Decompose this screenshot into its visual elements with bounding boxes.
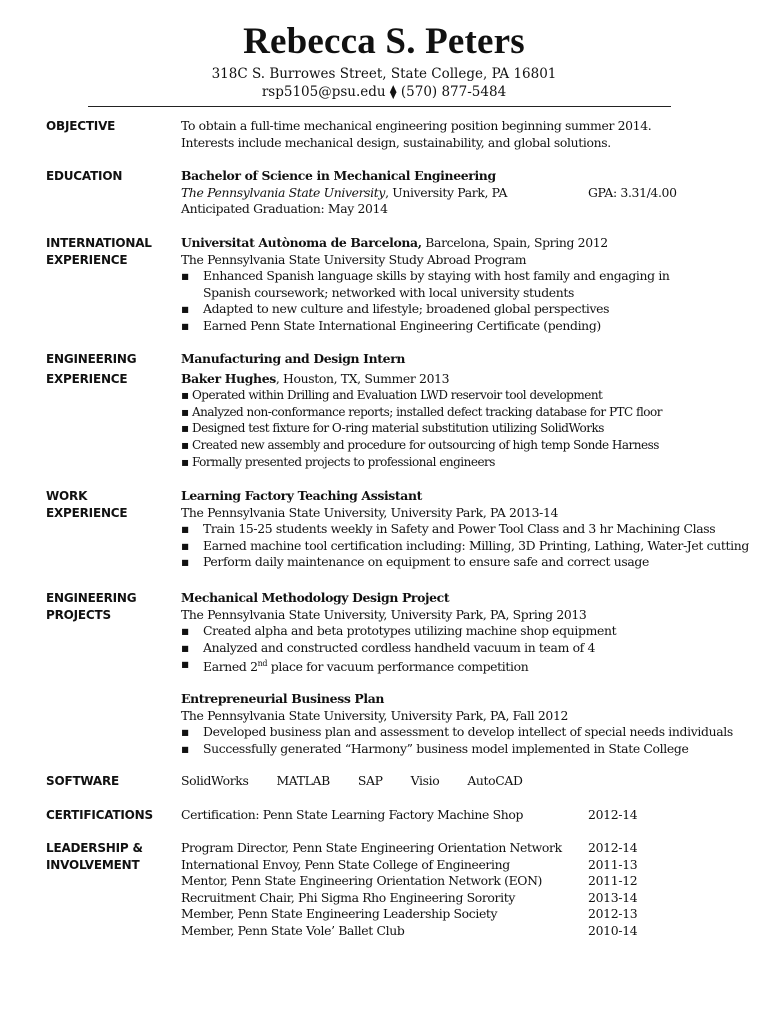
international-body: [181, 235, 731, 335]
section-title-line: ENGINEERING: [46, 352, 137, 366]
section-title-objective: OBJECTIVE: [46, 119, 116, 133]
bullet-list: [181, 623, 731, 676]
resume-name: Rebecca S. Peters: [243, 21, 525, 62]
header-divider: [88, 106, 671, 107]
leadership-date: 2013-14: [588, 889, 638, 905]
leadership-item: Member, Penn State Vole’ Ballet Club: [181, 922, 405, 938]
leadership-item: Program Director, Penn State Engineering Orientation Network: [181, 840, 562, 855]
bullet-icon: ▪: [181, 554, 190, 570]
leadership-dates: [588, 840, 637, 940]
place: The Pennsylvania State University, University Park, PA 2013-14: [181, 504, 559, 520]
software-item: Visio: [410, 773, 440, 788]
leadership-date: 2010-14: [588, 922, 638, 938]
section-title-education: EDUCATION: [46, 169, 123, 183]
project-title: Entrepreneurial Business Plan: [181, 691, 385, 707]
bullet-icon: ▪: [181, 740, 190, 756]
section-title-software: SOFTWARE: [46, 774, 120, 788]
leadership-date: 2012-13: [588, 906, 638, 922]
project-place: The Pennsylvania State University, University Park, PA, Spring 2013: [181, 606, 587, 622]
project-place: The Pennsylvania State University, University Park, PA, Fall 2012: [181, 707, 569, 723]
bullet-icon: ▪: [181, 268, 190, 284]
program: The Pennsylvania State University Study Abroad Program: [181, 251, 527, 267]
degree: Bachelor of Science in Mechanical Engineering: [181, 168, 496, 183]
section-title-line: EXPERIENCE: [46, 372, 128, 386]
section-title-line: LEADERSHIP &: [46, 841, 143, 855]
role: Learning Factory Teaching Assistant: [181, 488, 423, 503]
address: 318C S. Burrowes Street, State College, PA 16801: [211, 66, 557, 82]
bullet-list: [181, 387, 731, 470]
phone: (570) 877-5484: [400, 84, 507, 100]
email[interactable]: rsp5105@psu.edu: [261, 84, 386, 100]
section-title-line: WORK: [46, 489, 88, 503]
list-item: ▪ Adapted to new culture and lifestyle; broadened global perspectives: [181, 301, 610, 317]
leadership-list: [181, 840, 731, 940]
graduation: Anticipated Graduation: May 2014: [181, 201, 388, 217]
gpa: GPA: 3.31/4.00: [588, 184, 677, 200]
list-item: ▪ Developed business plan and assessment to develop intellect of special needs individuals: [181, 724, 733, 740]
section-title-certifications: CERTIFICATIONS: [46, 808, 153, 822]
bullet-icon: ▪: [181, 537, 190, 553]
leadership-item: International Envoy, Penn State College of Engineering: [181, 856, 510, 872]
certification-text: Certification: Penn State Learning Factory Machine Shop: [181, 807, 524, 822]
section-title-engineering-projects: [46, 590, 186, 624]
list-item: ▪ Train 15-25 students weekly in Safety and Power Tool Class and 3 hr Machining Class: [181, 521, 716, 537]
diamond-separator-icon: ⧫: [389, 84, 397, 100]
leadership-item: Mentor, Penn State Engineering Orientation Network (EON): [181, 873, 543, 889]
role: Manufacturing and Design Intern: [181, 351, 406, 366]
work-body: [181, 488, 749, 571]
list-item: ▪ Perform daily maintenance on equipment to ensure safe and correct usage: [181, 554, 649, 570]
leadership-date: 2012-14: [588, 840, 638, 855]
bullet-icon: ▪: [181, 404, 189, 419]
software-list: [181, 773, 731, 790]
list-item: ▪ Formally presented projects to professional engineers: [181, 454, 495, 469]
section-title-leadership: [46, 840, 186, 874]
section-title-line: EXPERIENCE: [46, 253, 128, 267]
objective-line: To obtain a full-time mechanical engineering position beginning summer 2014.: [181, 118, 652, 133]
org-detail: Barcelona, Spain, Spring 2012: [421, 235, 608, 250]
list-item: ▪ Operated within Drilling and Evaluation LWD reservoir tool development: [181, 388, 603, 403]
bullet-list: [181, 724, 731, 757]
bullet-icon: ▪: [181, 421, 189, 436]
projects-body: [181, 590, 731, 757]
list-item: ▪ Analyzed non-conformance reports; installed defect tracking database for PTC floor: [181, 404, 662, 419]
section-title-engineering-experience: [46, 351, 186, 388]
school-name: The Pennsylvania State University: [181, 184, 386, 200]
project-title: Mechanical Methodology Design Project: [181, 590, 450, 605]
bullet-icon: ▪: [181, 656, 190, 672]
list-item-continuation: Spanish coursework; networked with local university students: [203, 284, 575, 300]
section-title-line: ENGINEERING: [46, 591, 137, 605]
leadership-date: 2011-12: [588, 873, 638, 889]
list-item: ▪ Earned machine tool certification including: Milling, 3D Printing, Lathing, Water-Jet cutting: [181, 537, 749, 553]
objective-body: [181, 118, 731, 151]
bullet-list: [181, 521, 749, 571]
section-title-line: EXPERIENCE: [46, 506, 128, 520]
bullet-icon: ▪: [181, 521, 190, 537]
section-title-international: [46, 235, 186, 269]
list-item: ▪ Designed test fixture for O-ring material substitution utilizing SolidWorks: [181, 421, 604, 436]
software-item: SAP: [357, 773, 383, 788]
education-body: [181, 168, 731, 218]
leadership-date: 2011-13: [588, 856, 638, 872]
certification-date: 2012-14: [588, 807, 638, 822]
bullet-list: [181, 268, 731, 334]
section-title-line: INTERNATIONAL: [46, 236, 152, 250]
bullet-icon: ▪: [181, 301, 190, 317]
list-item: ▪ Created new assembly and procedure for outsourcing of high temp Sonde Harness: [181, 437, 659, 452]
engineering-exp-body: [181, 351, 731, 470]
section-title-work-experience: [46, 488, 186, 522]
software-item: SolidWorks: [181, 773, 249, 788]
list-item: ▪ Earned 2nd place for vacuum performance competition: [181, 656, 529, 675]
software-item: AutoCAD: [467, 773, 523, 788]
bullet-icon: ▪: [181, 437, 189, 452]
bullet-icon: ▪: [181, 454, 189, 469]
bullet-icon: ▪: [181, 388, 189, 403]
bullet-icon: ▪: [181, 724, 190, 740]
school-location: , University Park, PA: [385, 184, 508, 200]
list-item: ▪ Enhanced Spanish language skills by staying with host family and engaging in: [181, 268, 670, 284]
company: Baker Hughes: [181, 370, 276, 386]
list-item: ▪ Analyzed and constructed cordless handheld vacuum in team of 4: [181, 639, 596, 655]
company-detail: , Houston, TX, Summer 2013: [275, 370, 450, 386]
bullet-icon: ▪: [181, 639, 190, 655]
bullet-icon: ▪: [181, 317, 190, 333]
leadership-item: Member, Penn State Engineering Leadership Society: [181, 906, 498, 922]
contact-line: [0, 84, 768, 100]
objective-line: Interests include mechanical design, sustainability, and global solutions.: [181, 134, 611, 150]
section-title-line: PROJECTS: [46, 608, 111, 622]
list-item: ▪ Created alpha and beta prototypes utilizing machine shop equipment: [181, 623, 617, 639]
school-row: [181, 185, 731, 202]
software-item: MATLAB: [276, 773, 330, 788]
leadership-item: Recruitment Chair, Phi Sigma Rho Engineering Sorority: [181, 889, 516, 905]
section-title-line: INVOLVEMENT: [46, 858, 140, 872]
org-name: Universitat Autònoma de Barcelona,: [181, 235, 422, 250]
list-item: ▪ Successfully generated “Harmony” business model implemented in State College: [181, 740, 689, 756]
bullet-icon: ▪: [181, 623, 190, 639]
list-item: ▪ Earned Penn State International Engineering Certificate (pending): [181, 317, 601, 333]
